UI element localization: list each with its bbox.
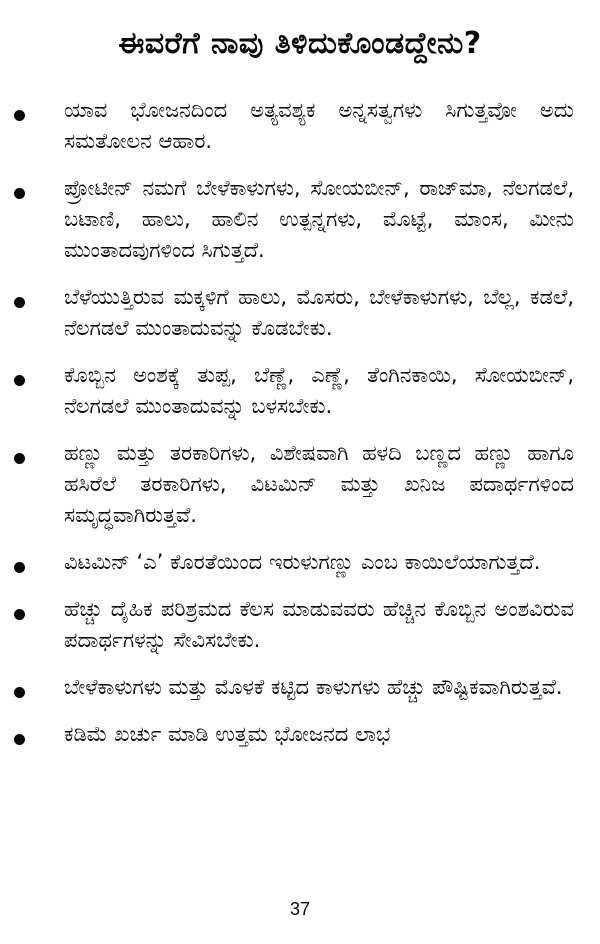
list-item-text: ಕಡಿಮೆ ಖರ್ಚು ಮಾಡಿ ಉತ್ತಮ ಭೋಜನದ ಲಾಭ bbox=[64, 722, 391, 746]
list-item-text: ವಿಟಮಿನ್ ‘ಎ’ ಕೊರತೆಯಿಂದ ಇರುಳುಗಣ್ಣು ಎಂಬ ಕಾಯಿಲೆಯಾಗುತ್ತದೆ. bbox=[64, 550, 541, 574]
list-item bbox=[0, 438, 600, 531]
bullet-icon bbox=[14, 609, 25, 620]
bullet-icon bbox=[14, 297, 25, 308]
list-item bbox=[0, 719, 600, 750]
bullet-list bbox=[0, 95, 600, 766]
list-item bbox=[0, 672, 600, 703]
page-title: ಈವರೆಗೆ ನಾವು ತಿಳಿದುಕೊಂಡದ್ದೇನು? bbox=[118, 26, 482, 61]
list-item-text: ಹಣ್ಣು ಮತ್ತು ತರಕಾರಿಗಳು, ವಿಶೇಷವಾಗಿ ಹಳದಿ ಬಣ್ಣದ ಹಣ್ಣು ಹಾಗೂ ಹಸಿರೆಲೆ ತರಕಾರಿಗಳು, ವಿಟಮಿನ್ ಮತ್ತು ಖನಿಜ ಪದಾರ್ಥಗಳಿಂದ ಸಮೃದ್ಧವಾಗಿರುತ್ತವೆ. bbox=[64, 441, 574, 527]
list-item bbox=[0, 547, 600, 578]
list-item bbox=[0, 360, 600, 422]
list-item-text: ಹೆಚ್ಚು ದೈಹಿಕ ಪರಿಶ್ರಮದ ಕೆಲಸ ಮಾಡುವವರು ಹೆಚ್ಚಿನ ಕೊಬ್ಬಿನ ಅಂಶವಿರುವ ಪದಾರ್ಥಗಳನ್ನು ಸೇವಿಸಬೇಕು. bbox=[64, 597, 574, 652]
bullet-icon bbox=[14, 562, 25, 573]
list-item-text: ಕೊಬ್ಬಿನ ಅಂಶಕ್ಕೆ ತುಪ್ಪ, ಬೆಣ್ಣೆ, ಎಣ್ಣೆ, ತೆಂಗಿನಕಾಯಿ, ಸೋಯಬೀನ್, ನೆಲಗಡಲೆ ಮುಂತಾದುವನ್ನು ಬಳಸಬೇಕು. bbox=[64, 363, 574, 418]
list-item bbox=[0, 594, 600, 656]
list-item bbox=[0, 173, 600, 266]
bullet-icon bbox=[14, 110, 25, 121]
list-item bbox=[0, 282, 600, 344]
list-item-text: ಬೆಳೆಯುತ್ತಿರುವ ಮಕ್ಕಳಿಗೆ ಹಾಲು, ಮೊಸರು, ಬೇಳೆಕಾಳುಗಳು, ಬೆಲ್ಲ, ಕಡಲೆ, ನೆಲಗಡಲೆ ಮುಂತಾದುವನ್ನು ಕೊಡಬೇಕು. bbox=[64, 285, 574, 340]
list-item-text: ಪ್ರೋಟೀನ್ ನಮಗೆ ಬೇಳೆಕಾಳುಗಳು, ಸೋಯಬೀನ್, ರಾಜ್‌ಮಾ, ನೆಲಗಡಲೆ, ಬಟಾಣಿ, ಹಾಲು, ಹಾಲಿನ ಉತ್ಪನ್ನಗಳು, ಮೊಟ್ಟೆ, ಮಾಂಸ, ಮೀನು ಮುಂತಾದವುಗಳಿಂದ ಸಿಗುತ್ತದೆ. bbox=[64, 176, 574, 262]
list-item bbox=[0, 95, 600, 157]
list-item-text: ಬೇಳೆಕಾಳುಗಳು ಮತ್ತು ಮೊಳಕೆ ಕಟ್ಟಿದ ಕಾಳುಗಳು ಹೆಚ್ಚು ಪೌಷ್ಟಿಕವಾಗಿರುತ್ತವೆ. bbox=[64, 675, 563, 699]
bullet-icon bbox=[14, 734, 25, 745]
bullet-icon bbox=[14, 375, 25, 386]
bullet-icon bbox=[14, 188, 25, 199]
bullet-icon bbox=[14, 687, 25, 698]
list-item-text: ಯಾವ ಭೋಜನದಿಂದ ಅತ್ಯವಶ್ಯಕ ಅನ್ನಸತ್ವಗಳು ಸಿಗುತ್ತವೋ ಅದು ಸಮತೋಲನ ಆಹಾರ. bbox=[64, 98, 574, 153]
page-number: 37 bbox=[289, 899, 311, 919]
bullet-icon bbox=[14, 453, 25, 464]
